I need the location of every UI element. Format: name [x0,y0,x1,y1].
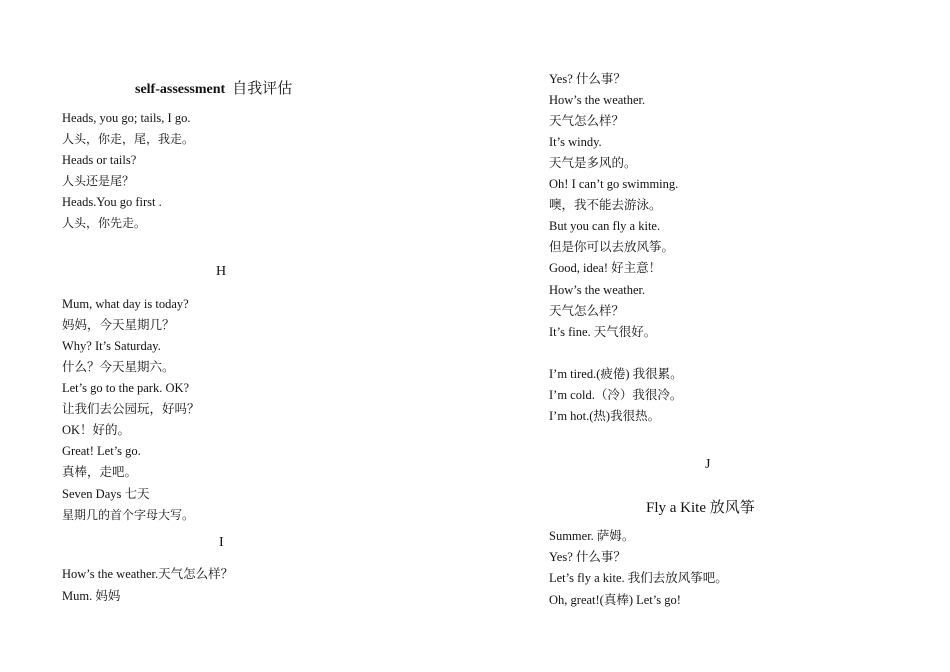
text-line: I’m tired.(疲倦) 我很累。 [549,367,683,381]
text-line: Oh! I can’t go swimming. [549,177,679,191]
section-heading-i: I [219,535,224,550]
text-line: Mum, what day is today? [62,297,189,311]
text-line: It’s fine. 天气很好。 [549,325,657,339]
text-line: 天气怎么样？ [549,114,625,128]
text-line: 人头，你走，尾，我走。 [62,132,195,146]
text-line: Heads, you go; tails, I go. [62,111,191,125]
text-line: 让我们去公园玩，好吗？ [62,402,200,416]
text-line: Yes? 什么事？ [549,550,626,564]
subtitle-fly-a-kite: Fly a Kite 放风筝 [646,500,755,516]
text-line: Oh, great!(真棒) Let’s go! [549,593,681,607]
text-line: 天气怎么样？ [549,304,625,318]
text-line: 人头还是尾？ [62,174,135,188]
text-line: 妈妈，今天星期几？ [62,318,175,332]
text-line: Mum. 妈妈 [62,589,121,603]
text-line: Yes? 什么事？ [549,72,626,86]
text-line: 什么？今天星期六。 [62,360,175,374]
text-line: Let’s go to the park. OK? [62,381,190,395]
text-line: How’s the weather. [549,283,646,297]
text-line: It’s windy. [549,135,602,149]
text-line: Great! Let’s go. [62,444,141,458]
text-line: Seven Days 七天 [62,487,150,501]
text-line: 星期几的首个字母大写。 [62,508,195,522]
title-chinese: 自我评估 [232,81,293,97]
text-line: Heads or tails? [62,153,137,167]
page-title-left [135,77,292,98]
text-line: Summer. 萨姆。 [549,529,635,543]
section-heading-h: H [216,264,227,279]
text-line: But you can fly a kite. [549,219,661,233]
text-line: How’s the weather. [549,93,646,107]
text-line: 噢，我不能去游泳。 [549,198,662,212]
text-line: How’s the weather.天气怎么样？ [62,567,234,581]
text-line: I’m hot.(热)我很热。 [549,409,661,423]
section-heading-j: J [705,457,711,472]
text-line: OK！好的。 [62,423,131,437]
text-line: 但是你可以去放风筝。 [549,240,675,254]
text-line: 人头，你先走。 [62,216,147,230]
text-line: Why? It’s Saturday. [62,339,161,353]
text-line: 真棒，走吧。 [62,465,138,479]
text-line: 天气是多风的。 [549,156,637,170]
text-line: I’m cold.（冷）我很冷。 [549,388,683,402]
text-line: Let’s fly a kite. 我们去放风筝吧。 [549,571,728,585]
title-english: self-assessment [135,82,226,97]
text-line: Good, idea! 好主意！ [549,261,662,275]
text-line: Heads.You go first . [62,195,162,209]
